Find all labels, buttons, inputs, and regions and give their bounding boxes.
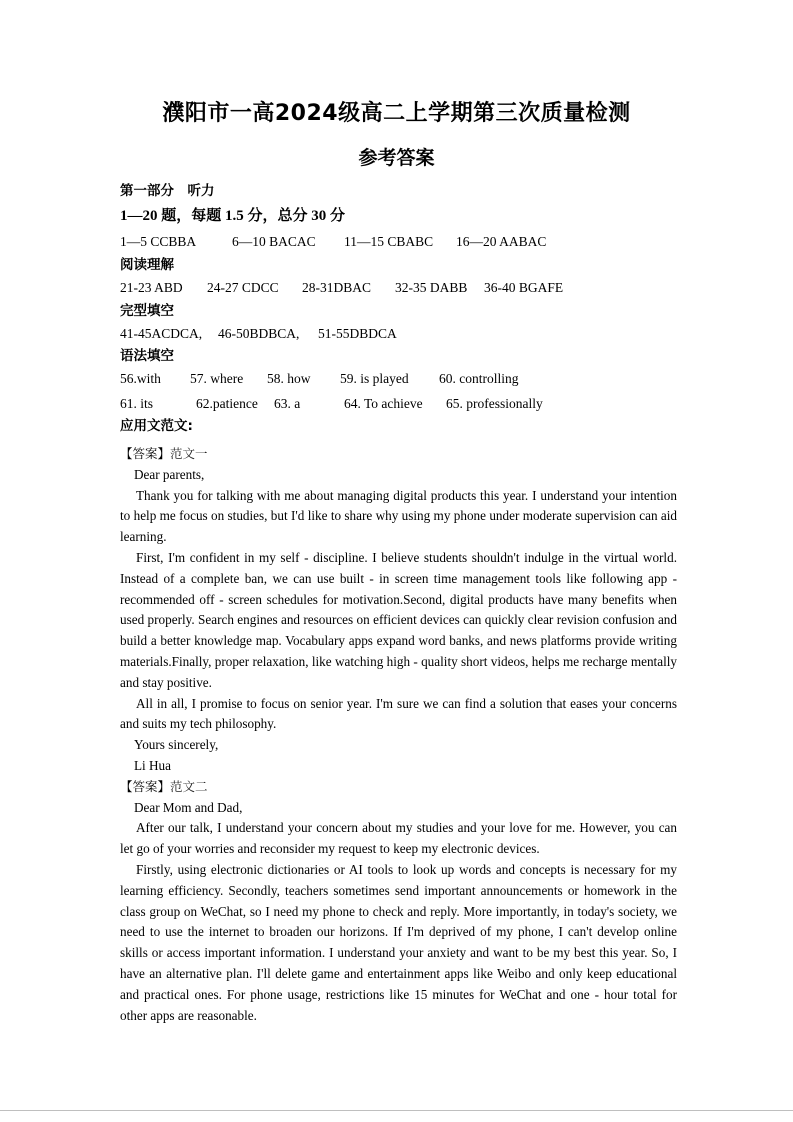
sample-2-label: 范文二 xyxy=(170,778,208,794)
answer-tag: 【答案】 xyxy=(120,446,171,461)
reading-answer-2: 24-27 CDCC xyxy=(207,280,279,295)
grammar-answer-62: 62.patience xyxy=(196,396,258,411)
grammar-answer-60: 60. controlling xyxy=(439,371,519,386)
page-title: 濮阳市一高2024级高二上学期第三次质量检测 xyxy=(162,101,631,126)
cloze-answer-3: 51-55DBDCA xyxy=(318,326,397,341)
reading-answer-4: 32-35 DABB xyxy=(395,280,468,295)
sample-1-label: 范文一 xyxy=(170,446,208,461)
reading-answer-5: 36-40 BGAFE xyxy=(484,280,564,295)
reading-answer-1: 21-23 ABD xyxy=(120,280,183,295)
listening-answer-3: 11—15 CBABC xyxy=(344,234,434,249)
cloze-answer-1: 41-45ACDCA, xyxy=(120,326,203,341)
sample-1-paragraph-3: All in all, I promise to focus on senior year. I'm sure we can find a solution that eases your concerns and suits my tech philosophy. xyxy=(120,695,677,732)
sample-1-paragraph-2: First, I'm confident in my self - discipline. I believe students shouldn't indulge in the virtual world. Instead of a complete ban, we can use built - in screen time management tools like following app - recommended off - screen schedules for motivation.Second, digital products have many benefits when used properly. Search engines and resources on efficient devices can quickly clear revision confusion and build a better knowledge map. Vocabulary apps expand word banks, and news platforms provide writing materials.Finally, proper relaxation, like watching high - quality short videos, helps me recharge mentally and stay positive. xyxy=(120,549,677,690)
sample-1-tag xyxy=(120,444,677,465)
listening-section-heading: 第一部分 听力 xyxy=(120,183,215,199)
sample-1-signature: Li Hua xyxy=(134,757,171,773)
grammar-answer-59: 59. is played xyxy=(340,371,409,386)
cloze-section-heading: 完型填空 xyxy=(120,303,174,319)
grammar-answer-61: 61. its xyxy=(120,396,154,411)
listening-answer-2: 6—10 BACAC xyxy=(232,234,316,249)
listening-scoring: 1—20 题，每题 1.5 分，总分 30 分 xyxy=(120,208,346,224)
sample-2-tag xyxy=(120,777,677,798)
grammar-answer-56: 56.with xyxy=(120,371,161,386)
sample-1-paragraph-1: Thank you for talking with me about managing digital products this year. I understand your intention to help me focus on studies, but I'd like to share why using my phone under moderate supervision can aid learning. xyxy=(120,487,677,545)
grammar-answer-64: 64. To achieve xyxy=(344,396,423,411)
sample-2-greeting: Dear Mom and Dad, xyxy=(134,799,243,815)
answer-tag: 【答案】 xyxy=(120,778,171,794)
reading-section-heading: 阅读理解 xyxy=(120,257,174,273)
page-bottom-divider xyxy=(0,1110,793,1111)
page-subtitle: 参考答案 xyxy=(358,147,435,169)
sample-1-closing: Yours sincerely, xyxy=(134,737,219,753)
listening-answer-4: 16—20 AABAC xyxy=(456,234,547,249)
sample-essay-1 xyxy=(120,444,677,1026)
grammar-answer-63: 63. a xyxy=(274,396,301,411)
cloze-answer-2: 46-50BDBCA, xyxy=(218,326,300,341)
writing-section-heading: 应用文范文: xyxy=(120,418,193,434)
listening-answer-1: 1—5 CCBBA xyxy=(120,234,197,249)
grammar-answer-57: 57. where xyxy=(190,371,244,386)
grammar-section-heading: 语法填空 xyxy=(120,348,174,364)
sample-2-paragraph-2: Firstly, using electronic dictionaries or AI tools to look up words and concepts is necessary for my learning efficiency. Secondly, teachers sometimes send important announcements or homework in the class group on WeChat, so I need my phone to check and reply. More importantly, in today's society, we need to use the internet to broaden our horizons. If I'm deprived of my phone, I can't develop online skills or access important information. I understand your anxiety and want to be my best this year. So, I have an alternative plan. I'll delete game and entertainment apps like Weibo and only keep educational and practical ones. For phone usage, restrictions like 15 minutes for WeChat and one - hour total for other apps are reasonable. xyxy=(120,861,677,1023)
grammar-answer-58: 58. how xyxy=(267,371,311,386)
sample-2-paragraph-1: After our talk, I understand your concern about my studies and your love for me. However, you can let go of your worries and reconsider my request to keep my electronic devices. xyxy=(120,820,677,857)
grammar-answer-65: 65. professionally xyxy=(446,396,543,411)
reading-answer-3: 28-31DBAC xyxy=(302,280,372,295)
sample-1-greeting: Dear parents, xyxy=(134,466,205,482)
